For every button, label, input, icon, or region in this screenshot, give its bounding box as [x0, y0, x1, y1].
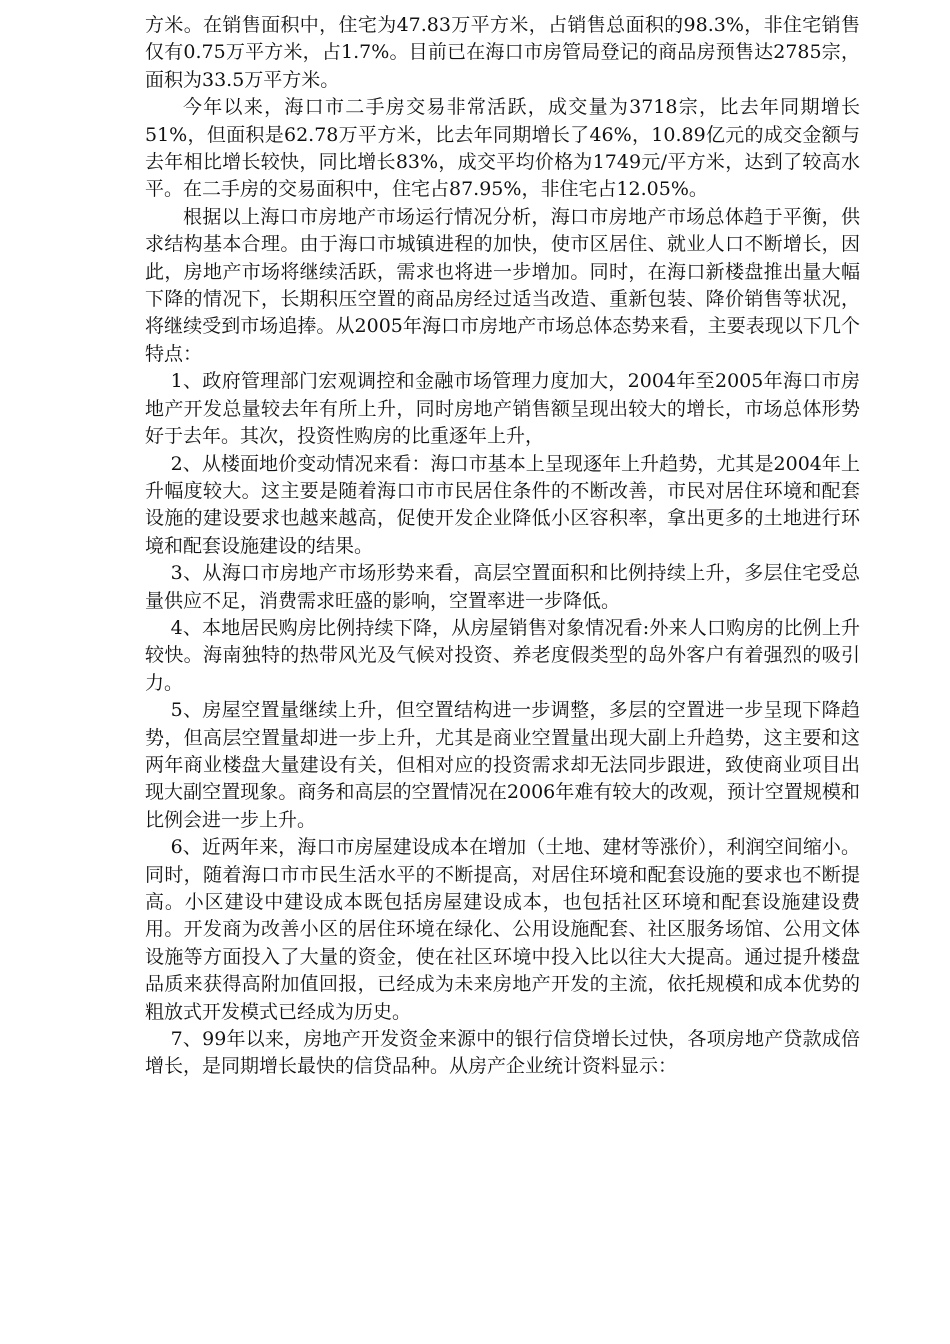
list-item-2: 2、从楼面地价变动情况来看：海口市基本上呈现逐年上升趋势，尤其是2004年上升幅度较大。这主要是随着海口市市民居住条件的不断改善，市民对居住环境和配套设施的建设要求也越来越高，促使开发企业降低小区容积率，拿出更多的土地进行环境和配套设施建设的结果。 [145, 452, 860, 557]
list-item-3: 3、从海口市房地产市场形势来看，高层空置面积和比例持续上升，多层住宅受总量供应不足，消费需求旺盛的影响，空置率进一步降低。 [145, 562, 860, 612]
document-page [145, 12, 860, 1081]
list-item-5: 5、房屋空置量继续上升，但空置结构进一步调整，多层的空置进一步呈现下降趋势，但高层空置量却进一步上升，尤其是商业空置量出现大副上升趋势，这主要和这两年商业楼盘大量建设有关，但相对应的投资需求却无法同步跟进，致使商业项目出现大副空置现象。商务和高层的空置情况在2006年难有较大的改观，预计空置规模和比例会进一步上升。 [145, 699, 860, 831]
list-item-7: 7、99年以来，房地产开发资金来源中的银行信贷增长过快，各项房地产贷款成倍增长，是同期增长最快的信贷品种。从房产企业统计资料显示： [145, 1028, 860, 1078]
paragraph-market-analysis: 根据以上海口市房地产市场运行情况分析，海口市房地产市场总体趋于平衡，供求结构基本合理。由于海口市城镇进程的加快，使市区居住、就业人口不断增长，因此，房地产市场将继续活跃，需求也将进一步增加。同时，在海口新楼盘推出量大幅下降的情况下，长期积压空置的商品房经过适当改造、重新包装、降价销售等状况，将继续受到市场追捧。从2005年海口市房地产市场总体态势来看，主要表现以下几个特点： [145, 205, 860, 365]
paragraph-sales-area: 方米。在销售面积中，住宅为47.83万平方米，占销售总面积的98.3%，非住宅销售仅有0.75万平方米，占1.7%。目前已在海口市房管局登记的商品房预售达2785宗，面积为33.5万平方米。 [145, 14, 860, 91]
list-item-1: 1、政府管理部门宏观调控和金融市场管理力度加大，2004年至2005年海口市房地产开发总量较去年有所上升，同时房地产销售额呈现出较大的增长，市场总体形势好于去年。其次，投资性购房的比重逐年上升， [145, 370, 860, 448]
paragraph-second-hand-housing: 今年以来，海口市二手房交易非常活跃，成交量为3718宗，比去年同期增长51%，但面积是62.78万平方米，比去年同期增长了46%，10.89亿元的成交金额与去年相比增长较快，同比增长83%，成交平均价格为1749元/平方米，达到了较高水平。在二手房的交易面积中，住宅占87.95%，非住宅占12.05%。 [145, 96, 860, 201]
list-item-6: 6、近两年来，海口市房屋建设成本在增加（土地、建材等涨价），利润空间缩小。同时，随着海口市市民生活水平的不断提高，对居住环境和配套设施的要求也不断提高。小区建设中建设成本既包括房屋建设成本，也包括社区环境和配套设施建设费用。开发商为改善小区的居住环境在绿化、公用设施配套、社区服务场馆、公用文体设施等方面投入了大量的资金，使在社区环境中投入比以往大大提高。通过提升楼盘品质来获得高附加值回报，已经成为未来房地产开发的主流，依托规模和成本优势的粗放式开发模式已经成为历史。 [145, 836, 860, 1023]
list-item-4: 4、本地居民购房比例持续下降，从房屋销售对象情况看:外来人口购房的比例上升较快。海南独特的热带风光及气候对投资、养老度假类型的岛外客户有着强烈的吸引力。 [145, 616, 860, 694]
